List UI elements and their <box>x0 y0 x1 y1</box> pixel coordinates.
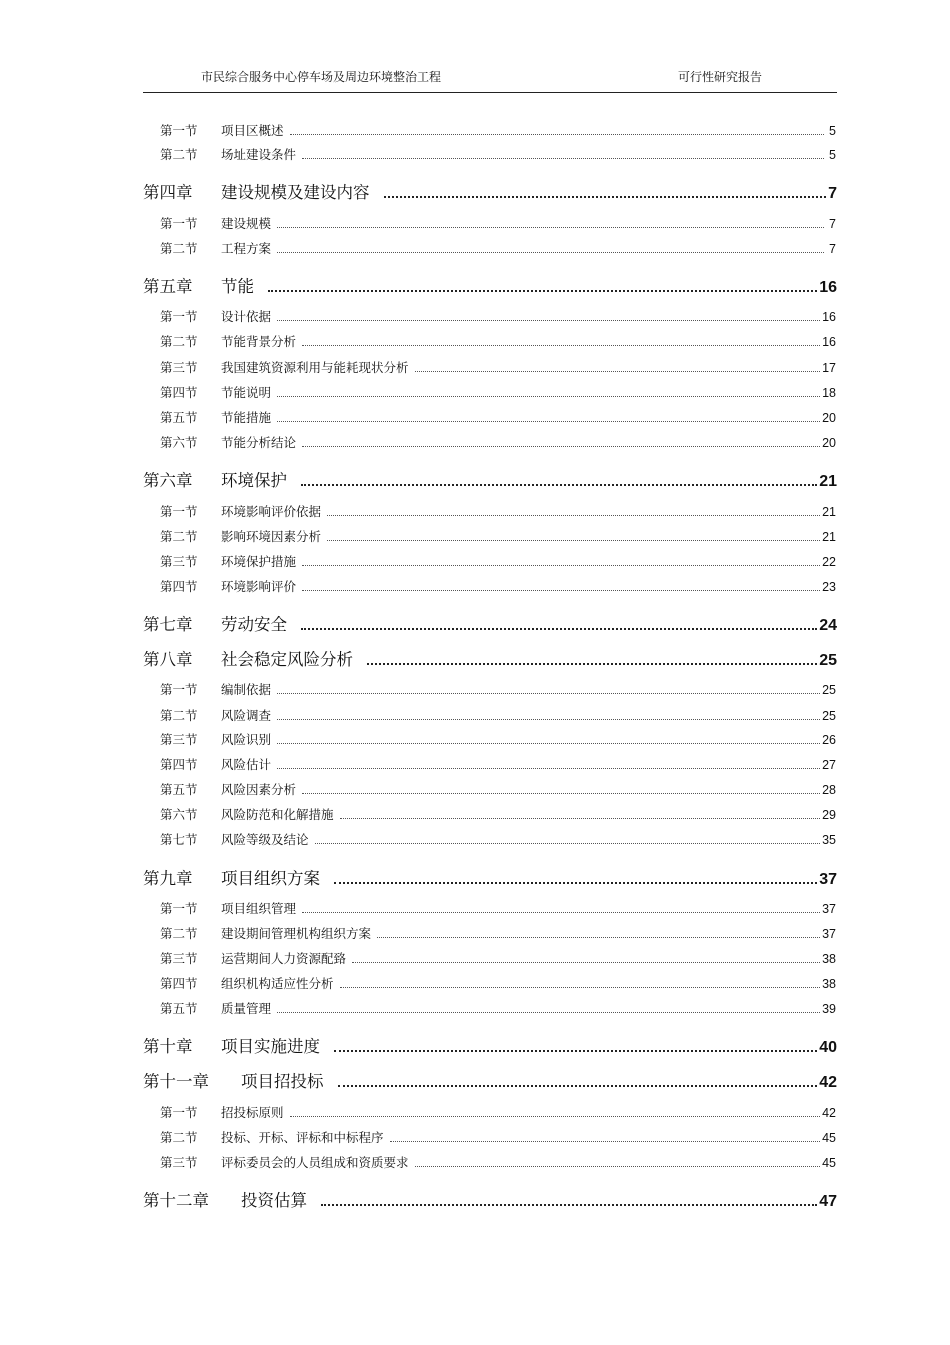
toc-entry-number: 第一节 <box>160 123 198 138</box>
toc-section-entry[interactable] <box>160 552 836 570</box>
toc-entry-title: 投标、开标、评标和中标程序 <box>221 1130 384 1145</box>
dot-leader <box>301 628 817 630</box>
toc-page-number: 5 <box>829 124 836 138</box>
dot-leader <box>277 719 820 720</box>
toc-entry-number: 第二节 <box>160 334 198 349</box>
dot-leader <box>340 818 821 819</box>
toc-section-entry[interactable] <box>160 214 836 232</box>
toc-entry-title: 环境保护措施 <box>221 554 297 569</box>
dot-leader <box>415 1166 821 1167</box>
toc-entry-title: 组织机构适应性分析 <box>221 976 334 991</box>
toc-page-number: 21 <box>819 473 837 490</box>
toc-entry-number: 第二节 <box>160 1130 198 1145</box>
toc-entry-number: 第四章 <box>143 183 193 202</box>
toc-section-entry[interactable] <box>160 999 836 1017</box>
toc-chapter-entry[interactable] <box>143 611 837 635</box>
toc-section-entry[interactable] <box>160 1128 836 1146</box>
toc-section-entry[interactable] <box>160 145 836 163</box>
toc-section-entry[interactable] <box>160 502 836 520</box>
toc-entry-number: 第八章 <box>143 650 193 669</box>
toc-chapter-entry[interactable] <box>143 1187 837 1211</box>
toc-entry-title: 风险防范和化解措施 <box>221 807 334 822</box>
toc-entry-title: 项目组织管理 <box>221 901 297 916</box>
toc-page-number: 26 <box>822 733 836 747</box>
toc-entry-number: 第二节 <box>160 241 198 256</box>
document-title: 市民综合服务中心停车场及周边环境整治工程 <box>201 70 442 84</box>
toc-page-number: 39 <box>822 1002 836 1016</box>
toc-page-number: 42 <box>819 1074 837 1091</box>
toc-section-entry[interactable] <box>160 239 836 257</box>
dot-leader <box>290 1116 821 1117</box>
toc-entry-title: 设计依据 <box>221 309 272 324</box>
dot-leader <box>384 196 827 198</box>
toc-section-entry[interactable] <box>160 974 836 992</box>
dot-leader <box>277 396 820 397</box>
toc-page-number: 37 <box>822 902 836 916</box>
toc-entry-number: 第三节 <box>160 1155 198 1170</box>
dot-leader <box>302 793 820 794</box>
dot-leader <box>301 484 817 486</box>
toc-page-number: 5 <box>829 148 836 162</box>
toc-page-number: 29 <box>822 808 836 822</box>
toc-entry-title: 场址建设条件 <box>221 147 297 162</box>
toc-page-number: 38 <box>822 977 836 991</box>
toc-page-number: 23 <box>822 580 836 594</box>
toc-page-number: 16 <box>822 310 836 324</box>
dot-leader <box>277 743 820 744</box>
toc-section-entry[interactable] <box>160 730 836 748</box>
toc-entry-title: 风险因素分析 <box>221 782 297 797</box>
toc-entry-number: 第三节 <box>160 732 198 747</box>
toc-entry-title: 建设期间管理机构组织方案 <box>221 926 372 941</box>
dot-leader <box>315 843 821 844</box>
dot-leader <box>321 1204 817 1206</box>
toc-section-entry[interactable] <box>160 408 836 426</box>
dot-leader <box>277 252 824 253</box>
toc-entry-number: 第四节 <box>160 976 198 991</box>
toc-page-number: 21 <box>822 530 836 544</box>
toc-section-entry[interactable] <box>160 780 836 798</box>
toc-entry-title: 工程方案 <box>221 241 272 256</box>
toc-entry-number: 第二节 <box>160 926 198 941</box>
dot-leader <box>367 663 817 665</box>
toc-entry-number: 第十章 <box>143 1037 193 1056</box>
toc-page-number: 45 <box>822 1156 836 1170</box>
toc-page-number: 27 <box>822 758 836 772</box>
toc-page-number: 38 <box>822 952 836 966</box>
dot-leader <box>277 320 820 321</box>
toc-section-entry[interactable] <box>160 332 836 350</box>
toc-chapter-entry[interactable] <box>143 865 837 889</box>
toc-entry-number: 第三节 <box>160 554 198 569</box>
toc-page-number: 47 <box>819 1193 837 1210</box>
toc-section-entry[interactable] <box>160 1103 836 1121</box>
toc-section-entry[interactable] <box>160 899 836 917</box>
toc-entry-number: 第十一章 <box>143 1072 209 1091</box>
toc-entry-title: 质量管理 <box>221 1001 272 1016</box>
toc-section-entry[interactable] <box>160 805 836 823</box>
dot-leader <box>277 421 820 422</box>
toc-page-number: 22 <box>822 555 836 569</box>
toc-page-number: 35 <box>822 833 836 847</box>
toc-page-number: 16 <box>819 279 837 296</box>
toc-entry-number: 第一节 <box>160 216 198 231</box>
toc-page-number: 40 <box>819 1039 837 1056</box>
toc-page-number: 37 <box>819 871 837 888</box>
dot-leader <box>277 693 820 694</box>
toc-chapter-entry[interactable] <box>143 467 837 491</box>
toc-entry-number: 第五节 <box>160 410 198 425</box>
toc-entry-title: 劳动安全 <box>221 615 287 634</box>
toc-page-number: 45 <box>822 1131 836 1145</box>
toc-section-entry[interactable] <box>160 527 836 545</box>
dot-leader <box>302 158 824 159</box>
dot-leader <box>327 540 820 541</box>
toc-entry-title: 节能措施 <box>221 410 272 425</box>
toc-page-number: 7 <box>829 217 836 231</box>
toc-entry-number: 第一节 <box>160 682 198 697</box>
toc-entry-number: 第三节 <box>160 360 198 375</box>
toc-entry-title: 风险识别 <box>221 732 272 747</box>
toc-page-number: 17 <box>822 361 836 375</box>
dot-leader <box>277 768 820 769</box>
toc-entry-title: 环境保护 <box>221 471 287 490</box>
toc-entry-number: 第五节 <box>160 782 198 797</box>
toc-section-entry[interactable] <box>160 706 836 724</box>
toc-page-number: 25 <box>822 709 836 723</box>
toc-entry-title: 招投标原则 <box>221 1105 284 1120</box>
toc-entry-number: 第九章 <box>143 869 193 888</box>
toc-entry-title: 项目区概述 <box>221 123 284 138</box>
toc-section-entry[interactable] <box>160 924 836 942</box>
toc-entry-title: 我国建筑资源利用与能耗现状分析 <box>221 360 409 375</box>
toc-entry-number: 第一节 <box>160 504 198 519</box>
dot-leader <box>338 1085 818 1087</box>
toc-page-number: 21 <box>822 505 836 519</box>
toc-chapter-entry[interactable] <box>143 179 837 203</box>
toc-chapter-entry[interactable] <box>143 646 837 670</box>
toc-section-entry[interactable] <box>160 755 836 773</box>
dot-leader <box>334 1050 817 1052</box>
toc-entry-title: 建设规模 <box>221 216 272 231</box>
dot-leader <box>415 371 821 372</box>
toc-section-entry[interactable] <box>160 830 836 848</box>
toc-entry-title: 社会稳定风险分析 <box>221 650 353 669</box>
toc-section-entry[interactable] <box>160 433 836 451</box>
toc-page-number: 20 <box>822 436 836 450</box>
toc-page-number: 28 <box>822 783 836 797</box>
toc-page-number: 24 <box>819 617 837 634</box>
dot-leader <box>302 345 820 346</box>
toc-page-number: 25 <box>822 683 836 697</box>
toc-section-entry[interactable] <box>160 307 836 325</box>
toc-entry-title: 环境影响评价依据 <box>221 504 322 519</box>
toc-entry-number: 第一节 <box>160 309 198 324</box>
toc-entry-title: 项目实施进度 <box>221 1037 320 1056</box>
toc-entry-title: 节能说明 <box>221 385 272 400</box>
toc-entry-number: 第二节 <box>160 147 198 162</box>
toc-chapter-entry[interactable] <box>143 273 837 297</box>
toc-entry-number: 第六节 <box>160 435 198 450</box>
toc-entry-number: 第五节 <box>160 1001 198 1016</box>
dot-leader <box>377 937 820 938</box>
toc-entry-number: 第三节 <box>160 951 198 966</box>
dot-leader <box>352 962 820 963</box>
toc-entry-title: 风险估计 <box>221 757 272 772</box>
toc-chapter-entry[interactable] <box>143 1033 837 1057</box>
dot-leader <box>327 515 820 516</box>
toc-page-number: 20 <box>822 411 836 425</box>
dot-leader <box>302 565 820 566</box>
dot-leader <box>334 882 817 884</box>
toc-entry-number: 第六章 <box>143 471 193 490</box>
toc-page-number: 7 <box>828 185 837 202</box>
toc-page-number: 16 <box>822 335 836 349</box>
toc-entry-title: 节能 <box>221 277 254 296</box>
toc-page-number: 42 <box>822 1106 836 1120</box>
toc-page-number: 18 <box>822 386 836 400</box>
toc-entry-number: 第四节 <box>160 579 198 594</box>
dot-leader <box>340 987 821 988</box>
toc-section-entry[interactable] <box>160 1153 836 1171</box>
toc-entry-number: 第十二章 <box>143 1191 209 1210</box>
toc-entry-number: 第四节 <box>160 757 198 772</box>
toc-entry-title: 风险调查 <box>221 708 272 723</box>
toc-entry-title: 评标委员会的人员组成和资质要求 <box>221 1155 409 1170</box>
toc-section-entry[interactable] <box>160 680 836 698</box>
dot-leader <box>302 446 820 447</box>
toc-entry-title: 风险等级及结论 <box>221 832 309 847</box>
toc-entry-number: 第四节 <box>160 385 198 400</box>
toc-entry-title: 建设规模及建设内容 <box>221 183 370 202</box>
dot-leader <box>268 290 817 292</box>
toc-chapter-entry[interactable] <box>143 1068 837 1092</box>
toc-section-entry[interactable] <box>160 358 836 376</box>
toc-entry-number: 第一节 <box>160 1105 198 1120</box>
toc-section-entry[interactable] <box>160 383 836 401</box>
toc-entry-title: 环境影响评价 <box>221 579 297 594</box>
dot-leader <box>290 134 824 135</box>
toc-section-entry[interactable] <box>160 121 836 139</box>
toc-entry-title: 编制依据 <box>221 682 272 697</box>
toc-entry-title: 影响环境因素分析 <box>221 529 322 544</box>
toc-section-entry[interactable] <box>160 949 836 967</box>
toc-entry-number: 第五章 <box>143 277 193 296</box>
toc-entry-number: 第二节 <box>160 529 198 544</box>
report-type: 可行性研究报告 <box>678 70 763 84</box>
toc-entry-number: 第七章 <box>143 615 193 634</box>
toc-page-number: 7 <box>829 242 836 256</box>
toc-entry-title: 节能分析结论 <box>221 435 297 450</box>
toc-entry-title: 项目组织方案 <box>221 869 320 888</box>
dot-leader <box>302 590 820 591</box>
toc-entry-number: 第一节 <box>160 901 198 916</box>
toc-section-entry[interactable] <box>160 577 836 595</box>
toc-entry-number: 第七节 <box>160 832 198 847</box>
toc-entry-title: 项目招投标 <box>241 1072 324 1091</box>
toc-page-number: 37 <box>822 927 836 941</box>
dot-leader <box>390 1141 821 1142</box>
dot-leader <box>302 912 820 913</box>
dot-leader <box>277 227 824 228</box>
toc-page-number: 25 <box>819 652 837 669</box>
toc-entry-title: 运营期间人力资源配臵 <box>221 951 347 966</box>
toc-entry-title: 节能背景分析 <box>221 334 297 349</box>
toc-entry-number: 第二节 <box>160 708 198 723</box>
dot-leader <box>277 1012 820 1013</box>
toc-entry-title: 投资估算 <box>241 1191 307 1210</box>
toc-entry-number: 第六节 <box>160 807 198 822</box>
